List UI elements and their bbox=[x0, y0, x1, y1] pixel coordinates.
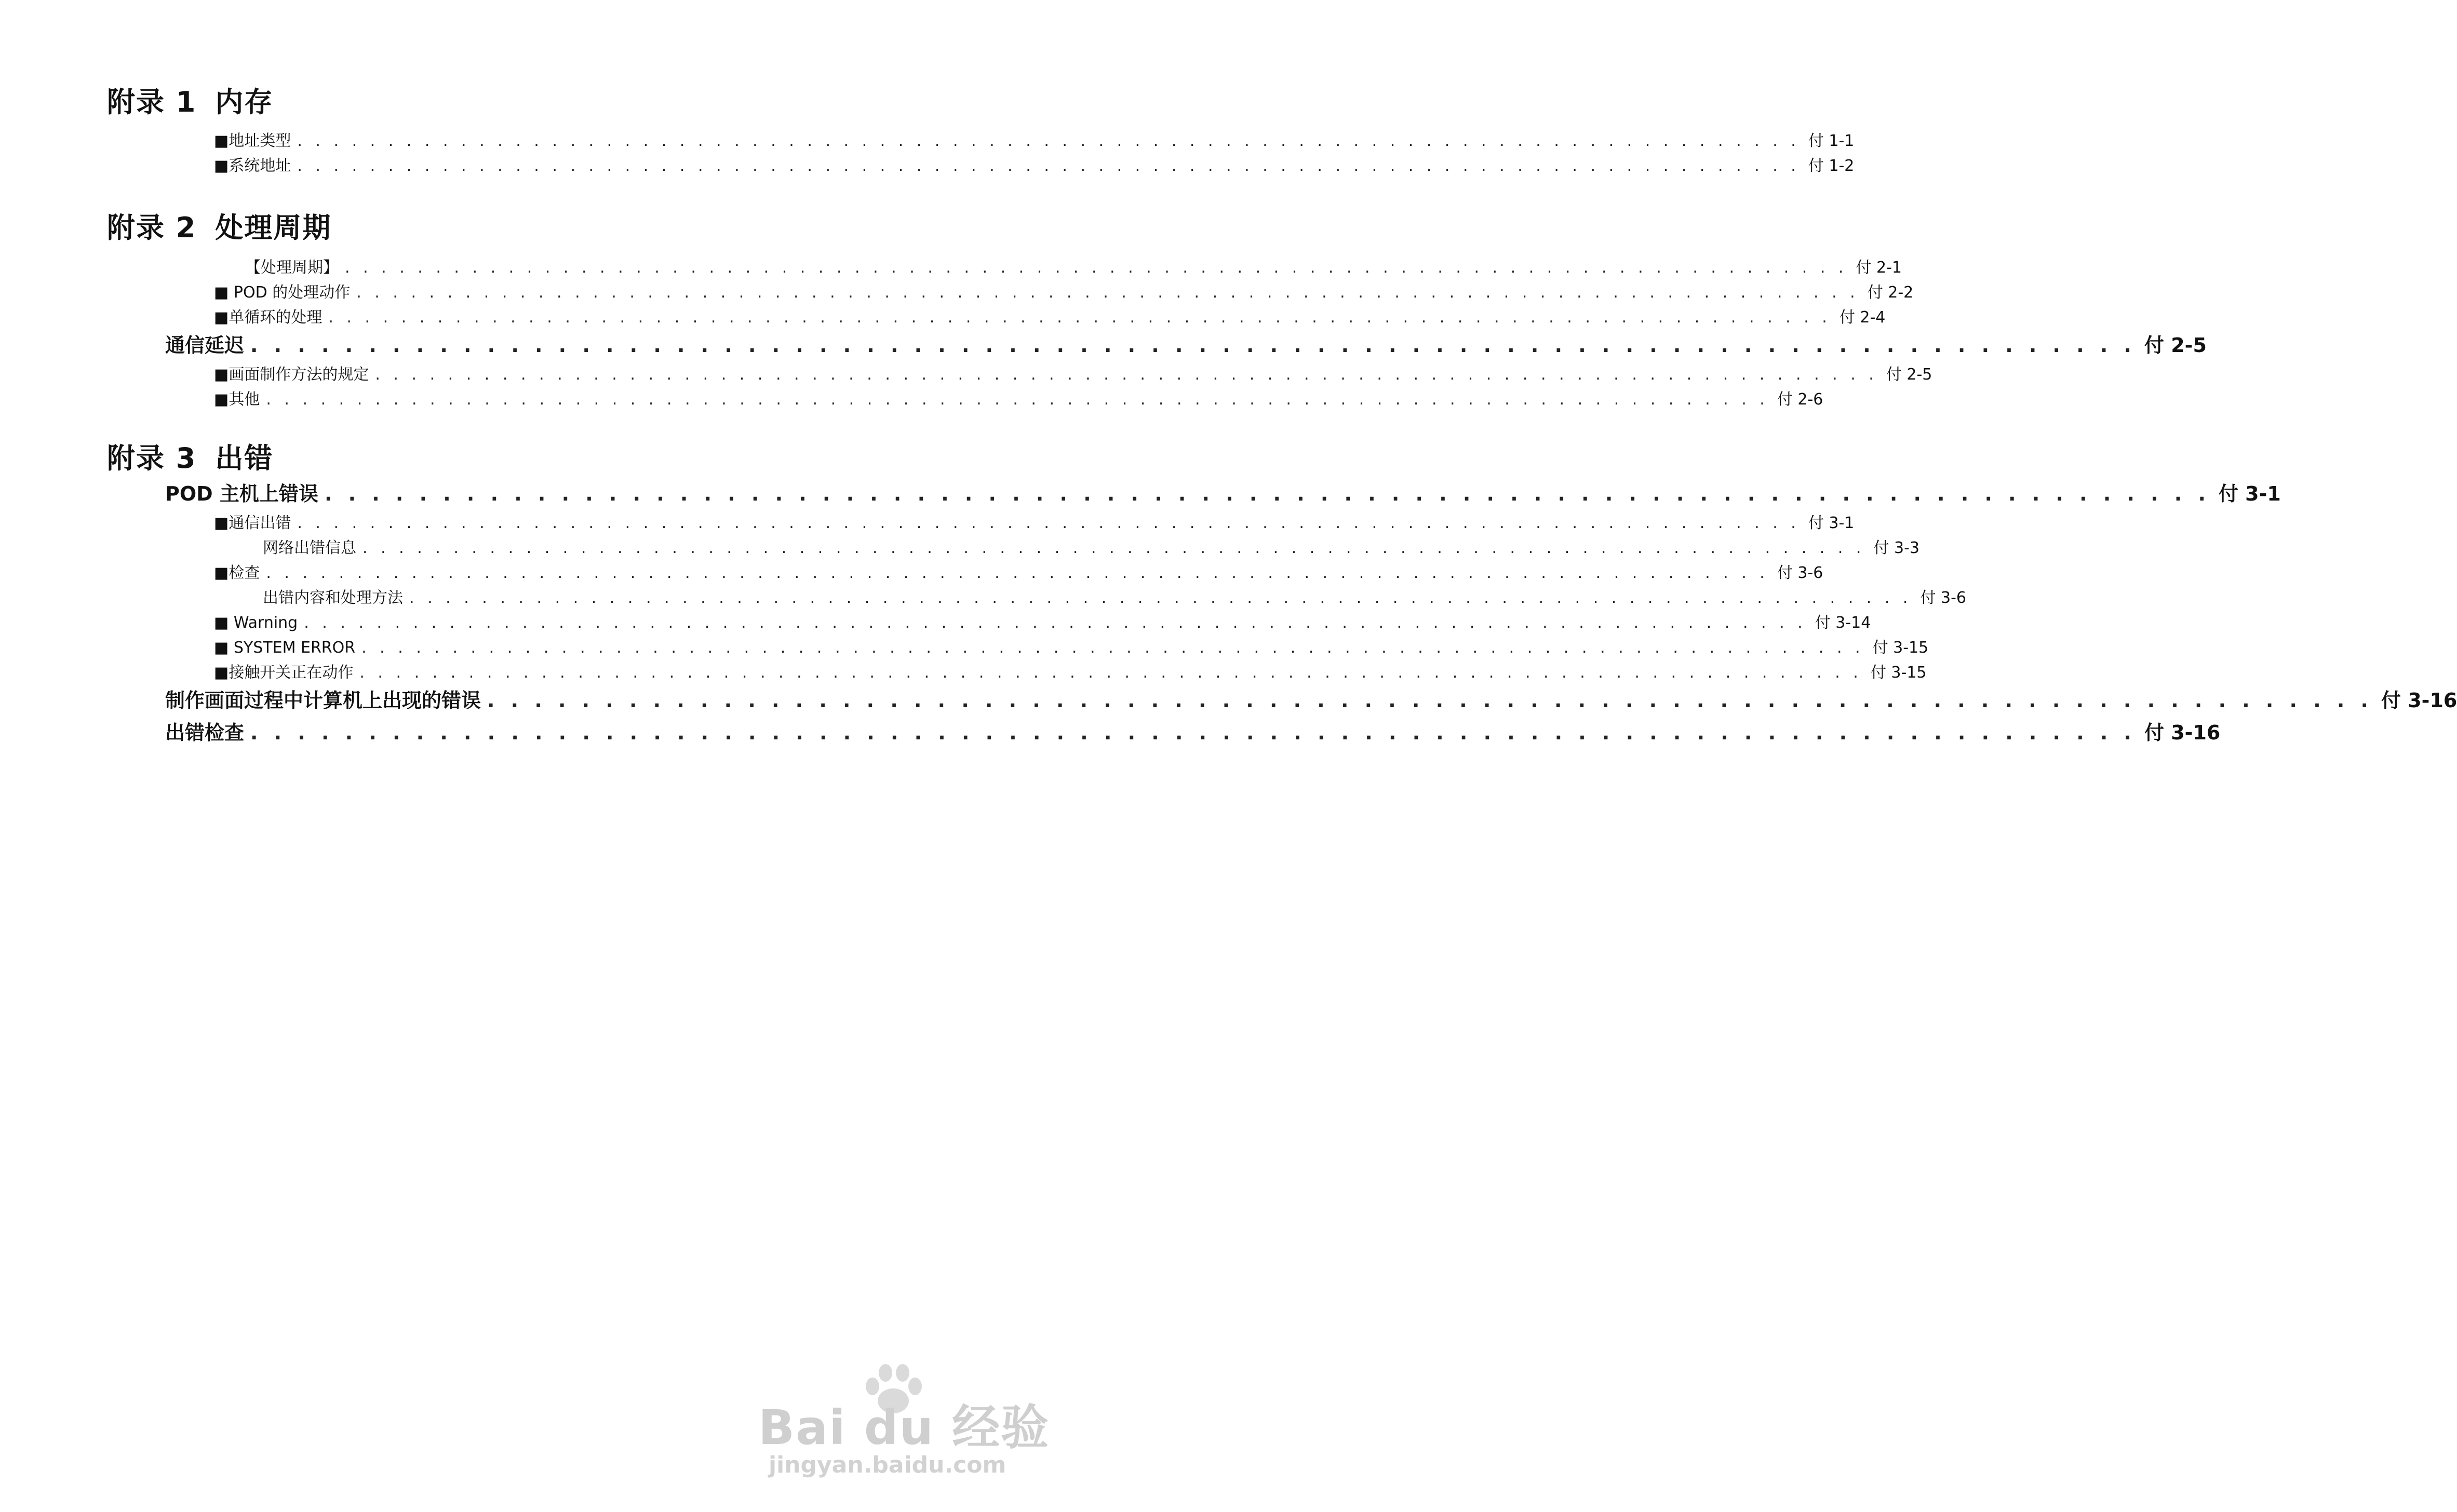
appendix-2 bbox=[107, 209, 2207, 411]
leader-dots: . . . . . . . . . . . . . . . . . . . . . . . . . . . . . . . . . . . . . . . . . . . . . . . . . . . . . . . . . . . . . . . . . . . . . . . . . . . . . . . . . . . bbox=[328, 308, 1831, 327]
toc-entry-label: POD 主机上错误 bbox=[165, 482, 318, 505]
toc-entry[interactable] bbox=[214, 304, 1886, 329]
leader-dots: . . . . . . . . . . . . . . . . . . . . . . . . . . . . . . . . . . . . . . . . . . . . . . . . . . . . . . . . . . . . . . . . . . . . . . . . . . . . . . . . bbox=[487, 689, 2373, 712]
toc-entry-page: 付 3-14 bbox=[1815, 614, 1871, 632]
baidu-watermark bbox=[758, 1360, 1049, 1485]
toc-entry-page: 付 3-16 bbox=[2381, 689, 2457, 712]
toc-entry[interactable] bbox=[165, 717, 2221, 749]
toc-entry[interactable] bbox=[165, 684, 2457, 717]
leader-dots: . . . . . . . . . . . . . . . . . . . . . . . . . . . . . . . . . . . . . . . . . . . . . . . . . . . . . . . . . . . . . . . . . . . . . . . . . . . . . . . . . . . bbox=[304, 614, 1807, 632]
leader-dots: . . . . . . . . . . . . . . . . . . . . . . . . . . . . . . . . . . . . . . . . . . . . . . . . . . . . . . . . . . . . . . . . . . . . . . . . . . . . . . . . . . . bbox=[362, 539, 1865, 557]
appendix-title bbox=[107, 209, 943, 247]
appendix-name: 内存 bbox=[215, 86, 274, 118]
leader-dots: . . . . . . . . . . . . . . . . . . . . . . . . . . . . . . . . . . . . . . . . . . . . . . . . . . . . . . . . . . . . . . . . . . . . . . . . . . . . . . . . . . . bbox=[297, 157, 1800, 175]
toc-entry[interactable] bbox=[263, 535, 1920, 560]
appendix-title bbox=[107, 439, 943, 478]
appendix-number: 附录 3 bbox=[107, 442, 197, 475]
toc-entry-page: 付 3-6 bbox=[1920, 589, 1967, 607]
toc-entry[interactable] bbox=[263, 585, 1967, 610]
appendix-number: 附录 1 bbox=[107, 86, 197, 118]
toc-entry-page: 付 3-1 bbox=[1808, 514, 1855, 532]
toc-entry-page: 付 3-15 bbox=[1872, 639, 1929, 657]
toc-entry-page: 付 3-1 bbox=[2218, 482, 2281, 505]
toc-entry[interactable] bbox=[214, 153, 1855, 178]
leader-dots: . . . . . . . . . . . . . . . . . . . . . . . . . . . . . . . . . . . . . . . . . . . . . . . . . . . . . . . . . . . . . . . . . . . . . . . . . . . . . . . . bbox=[250, 334, 2136, 357]
toc-entry-label: ■单循环的处理 bbox=[214, 308, 323, 327]
toc-entry[interactable] bbox=[214, 361, 1932, 386]
toc-entry-label: 网络出错信息 bbox=[263, 539, 356, 557]
leader-dots: . . . . . . . . . . . . . . . . . . . . . . . . . . . . . . . . . . . . . . . . . . . . . . . . . . . . . . . . . . . . . . . . . . . . . . . . . . . . . . . . bbox=[324, 482, 2210, 505]
toc-entry-page: 付 2-5 bbox=[2144, 334, 2207, 357]
toc-entry[interactable] bbox=[214, 610, 1871, 634]
leader-dots: . . . . . . . . . . . . . . . . . . . . . . . . . . . . . . . . . . . . . . . . . . . . . . . . . . . . . . . . . . . . . . . . . . . . . . . . . . . . . . . . . . . bbox=[345, 259, 1848, 277]
toc-entry[interactable] bbox=[214, 386, 1823, 411]
appendix-number: 附录 2 bbox=[107, 211, 197, 244]
toc-entry-label: 出错内容和处理方法 bbox=[263, 589, 403, 607]
watermark-brand: Bai du 经验 bbox=[758, 1400, 1050, 1455]
toc-entry-label: 出错检查 bbox=[165, 721, 245, 744]
toc-entry[interactable] bbox=[214, 510, 1855, 535]
toc-entry[interactable] bbox=[214, 279, 1914, 304]
toc-entry[interactable] bbox=[214, 560, 1823, 585]
toc-entry[interactable] bbox=[214, 634, 1929, 659]
toc-entry-page: 付 1-1 bbox=[1808, 132, 1855, 150]
toc-entry-label: ■ SYSTEM ERROR bbox=[214, 639, 356, 657]
toc-entry-page: 付 3-3 bbox=[1873, 539, 1920, 557]
appendix-name: 出错 bbox=[215, 442, 274, 475]
leader-dots: . . . . . . . . . . . . . . . . . . . . . . . . . . . . . . . . . . . . . . . . . . . . . . . . . . . . . . . . . . . . . . . . . . . . . . . . . . . . . . . . bbox=[250, 721, 2136, 744]
toc-entry-label: ■ Warning bbox=[214, 614, 298, 632]
leader-dots: . . . . . . . . . . . . . . . . . . . . . . . . . . . . . . . . . . . . . . . . . . . . . . . . . . . . . . . . . . . . . . . . . . . . . . . . . . . . . . . . . . . bbox=[356, 284, 1859, 302]
leader-dots: . . . . . . . . . . . . . . . . . . . . . . . . . . . . . . . . . . . . . . . . . . . . . . . . . . . . . . . . . . . . . . . . . . . . . . . . . . . . . . . . . . . bbox=[266, 390, 1769, 409]
toc-entry[interactable] bbox=[214, 128, 1855, 153]
toc-entry-label: ■系统地址 bbox=[214, 157, 291, 175]
toc-entry-label: ■通信出错 bbox=[214, 514, 291, 532]
toc-entry-page: 付 2-6 bbox=[1777, 390, 1823, 409]
toc-entry[interactable] bbox=[165, 329, 2207, 361]
toc-entry-label: 通信延迟 bbox=[165, 334, 245, 357]
leader-dots: . . . . . . . . . . . . . . . . . . . . . . . . . . . . . . . . . . . . . . . . . . . . . . . . . . . . . . . . . . . . . . . . . . . . . . . . . . . . . . . . . . . bbox=[409, 589, 1912, 607]
toc-entry[interactable] bbox=[214, 659, 1927, 684]
appendix-3 bbox=[107, 439, 2457, 749]
toc-entry-label: 【处理周期】 bbox=[245, 259, 339, 277]
watermark-url: jingyan.baidu.com bbox=[769, 1452, 1006, 1478]
appendix-title bbox=[107, 83, 943, 122]
leader-dots: . . . . . . . . . . . . . . . . . . . . . . . . . . . . . . . . . . . . . . . . . . . . . . . . . . . . . . . . . . . . . . . . . . . . . . . . . . . . . . . . . . . bbox=[359, 664, 1862, 682]
toc-entry-page: 付 1-2 bbox=[1808, 157, 1855, 175]
toc-entry[interactable] bbox=[214, 254, 1902, 279]
toc-entry-label: ■检查 bbox=[214, 564, 260, 582]
toc-entry-page: 付 2-5 bbox=[1886, 366, 1932, 384]
appendix-1 bbox=[107, 83, 1855, 178]
toc-entry-page: 付 2-4 bbox=[1839, 308, 1886, 327]
leader-dots: . . . . . . . . . . . . . . . . . . . . . . . . . . . . . . . . . . . . . . . . . . . . . . . . . . . . . . . . . . . . . . . . . . . . . . . . . . . . . . . . . . . bbox=[361, 639, 1864, 657]
toc-entry-page: 付 3-15 bbox=[1870, 664, 1927, 682]
leader-dots: . . . . . . . . . . . . . . . . . . . . . . . . . . . . . . . . . . . . . . . . . . . . . . . . . . . . . . . . . . . . . . . . . . . . . . . . . . . . . . . . . . . bbox=[297, 514, 1800, 532]
toc-entry-label: ■画面制作方法的规定 bbox=[214, 366, 369, 384]
toc-entry[interactable] bbox=[165, 478, 2281, 510]
toc-entry-page: 付 3-6 bbox=[1777, 564, 1823, 582]
toc-entry-page: 付 3-16 bbox=[2144, 721, 2221, 744]
toc-entry-label: ■接触开关正在动作 bbox=[214, 664, 354, 682]
toc-entry-label: ■地址类型 bbox=[214, 132, 291, 150]
leader-dots: . . . . . . . . . . . . . . . . . . . . . . . . . . . . . . . . . . . . . . . . . . . . . . . . . . . . . . . . . . . . . . . . . . . . . . . . . . . . . . . . . . . bbox=[297, 132, 1800, 150]
toc-entry-label: 制作画面过程中计算机上出现的错误 bbox=[165, 689, 481, 712]
toc-entry-label: ■ POD 的处理动作 bbox=[214, 284, 351, 302]
toc-entry-page: 付 2-2 bbox=[1867, 284, 1914, 302]
toc-entry-page: 付 2-1 bbox=[1856, 259, 1902, 277]
leader-dots: . . . . . . . . . . . . . . . . . . . . . . . . . . . . . . . . . . . . . . . . . . . . . . . . . . . . . . . . . . . . . . . . . . . . . . . . . . . . . . . . . . . bbox=[375, 366, 1878, 384]
toc-entry-label: ■其他 bbox=[214, 390, 260, 409]
appendix-name: 处理周期 bbox=[215, 211, 332, 244]
leader-dots: . . . . . . . . . . . . . . . . . . . . . . . . . . . . . . . . . . . . . . . . . . . . . . . . . . . . . . . . . . . . . . . . . . . . . . . . . . . . . . . . . . . bbox=[266, 564, 1769, 582]
